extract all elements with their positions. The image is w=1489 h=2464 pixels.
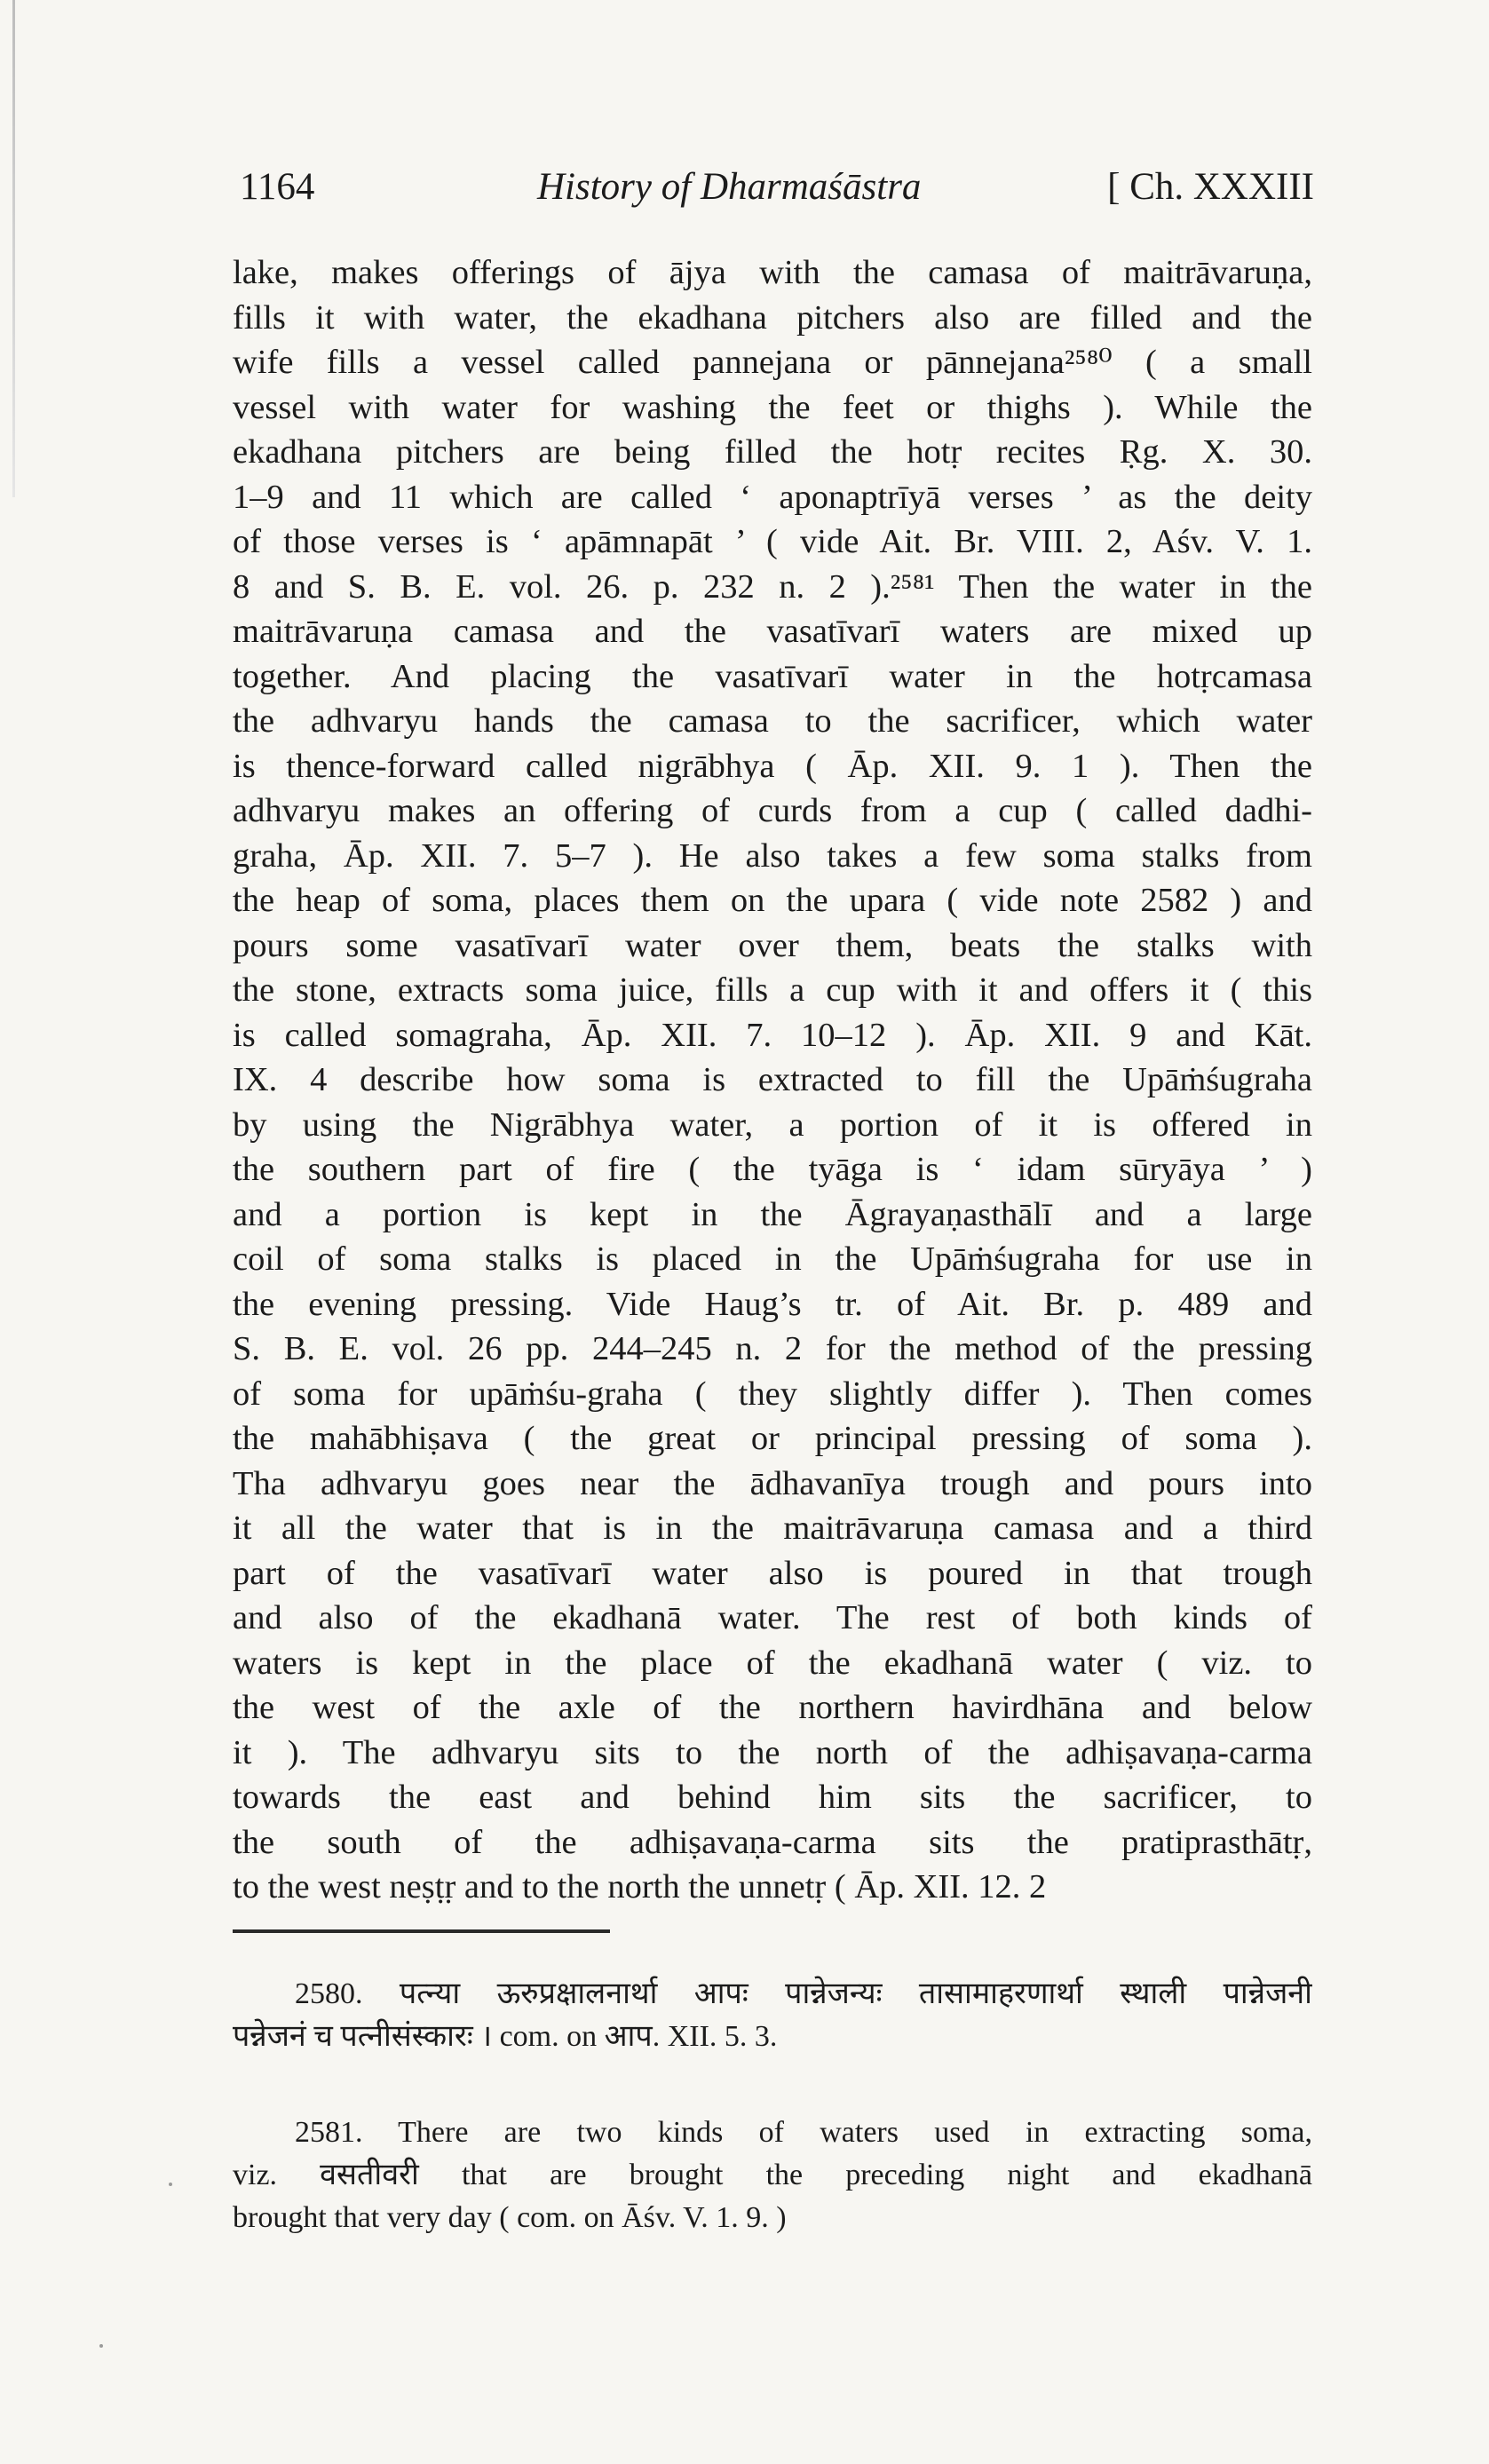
text-line: graha, Āp. XII. 7. 5–7 ). He also takes a few soma stalks from [233, 836, 1312, 875]
page-header [240, 165, 1314, 218]
running-title: History of Dharmaśāstra [537, 166, 922, 208]
text-line: it ). The adhvaryu sits to the north of the adhiṣavaṇa-carma [233, 1733, 1312, 1771]
text-line: to the west neṣṭṛ and to the north the unnetṛ ( Āp. XII. 12. 2 [233, 1868, 1047, 1905]
text-line: the west of the axle of the northern havirdhāna and below [233, 1689, 1312, 1726]
page-number: 1164 [240, 166, 315, 208]
text-line: lake, makes offerings of ājya with the camasa of maitrāvaruṇa, [233, 254, 1312, 291]
text-line: by using the Nigrābhya water, a portion of it is offered in [233, 1105, 1312, 1144]
text-line: is called somagraha, Āp. XII. 7. 10–12 ). Āp. XII. 9 and Kāt. [233, 1016, 1312, 1054]
scan-speck [99, 2344, 103, 2348]
scan-speck [169, 2183, 172, 2186]
text-line: of soma for upāṁśu-graha ( they slightly differ ). Then comes [233, 1375, 1312, 1413]
text-line: fills it with water, the ekadhana pitchers also are filled and the [233, 298, 1312, 337]
text-line: 8 and S. B. E. vol. 26. p. 232 n. 2 ).²⁵⁸¹ Then the water in the [233, 567, 1312, 606]
text-line: 1–9 and 11 which are called ‘ aponaptrīyā verses ’ as the deity [233, 478, 1312, 516]
text-line: pours some vasatīvarī water over them, beats the stalks with [233, 926, 1312, 964]
text-line: adhvaryu makes an offering of curds from a cup ( called dadhi- [233, 792, 1312, 829]
footnote-2581 [233, 2111, 1312, 2239]
text-line: S. B. E. vol. 26 pp. 244–245 n. 2 for the method of the pressing [233, 1330, 1312, 1367]
text-line: the adhvaryu hands the camasa to the sacrificer, which water [233, 702, 1312, 740]
footnote-line: 2581. There are two kinds of waters used in extracting soma, [295, 2116, 1312, 2149]
text-line: the southern part of fire ( the tyāga is ‘ idam sūryāya ’ ) [233, 1151, 1312, 1188]
text-line: part of the vasatīvarī water also is poured in that trough [233, 1554, 1312, 1592]
text-line: ekadhana pitchers are being filled the hotṛ recites Ṛg. X. 30. [233, 433, 1312, 471]
chapter-reference: [ Ch. XXXIII [1107, 166, 1314, 208]
scan-edge-shadow [12, 0, 15, 497]
text-line: vessel with water for washing the feet or thighs ). While the [233, 388, 1312, 426]
text-line: the heap of soma, places them on the upara ( vide note 2582 ) and [233, 882, 1312, 919]
text-line: is thence-forward called nigrābhya ( Āp. XII. 9. 1 ). Then the [233, 747, 1312, 785]
text-line: waters is kept in the place of the ekadhanā water ( viz. to [233, 1644, 1312, 1682]
text-line: towards the east and behind him sits the sacrificer, to [233, 1779, 1312, 1816]
footnote-2580 [233, 1973, 1312, 2058]
text-line: the mahābhiṣava ( the great or principal pressing of soma ). [233, 1420, 1312, 1457]
text-line: together. And placing the vasatīvarī water in the hotṛcamasa [233, 657, 1312, 695]
footnote-line: पन्नेजनं च पत्नीसंस्कारः । com. on आप. XII. 5. 3. [233, 2020, 778, 2053]
text-line: maitrāvaruṇa camasa and the vasatīvarī waters are mixed up [233, 613, 1312, 650]
text-line: wife fills a vessel called pannejana or pānnejana²⁵⁸⁰ ( a small [233, 344, 1312, 381]
footnote-line: viz. वसतीवरी that are brought the preceding night and ekadhanā [233, 2159, 1312, 2191]
footnote-line: brought that very day ( com. on Āśv. V. 1. 9. ) [233, 2201, 787, 2234]
text-line: the south of the adhiṣavaṇa-carma sits the pratiprasthātṛ, [233, 1823, 1312, 1861]
text-line: IX. 4 describe how soma is extracted to fill the Upāṁśugraha [233, 1061, 1312, 1098]
main-text-block [233, 250, 1312, 1910]
text-line: coil of soma stalks is placed in the Upāṁśugraha for use in [233, 1240, 1312, 1278]
text-line: and also of the ekadhanā water. The rest of both kinds of [233, 1599, 1312, 1636]
text-line: Tha adhvaryu goes near the ādhavanīya trough and pours into [233, 1464, 1312, 1502]
text-line: of those verses is ‘ apāmnapāt ’ ( vide Ait. Br. VIII. 2, Aśv. V. 1. [233, 523, 1312, 560]
footnote-line: 2580. पत्न्या ऊरुप्रक्षालनार्था आपः पान्नेजन्यः तासामाहरणार्था स्थाली पान्नेजनी [295, 1977, 1312, 2010]
text-line: and a portion is kept in the Āgrayaṇasthālī and a large [233, 1195, 1312, 1233]
text-line: the stone, extracts soma juice, fills a cup with it and offers it ( this [233, 971, 1312, 1009]
footnote-rule [233, 1929, 610, 1933]
text-line: the evening pressing. Vide Haug’s tr. of Ait. Br. p. 489 and [233, 1285, 1312, 1323]
text-line: it all the water that is in the maitrāvaruṇa camasa and a third [233, 1509, 1312, 1547]
